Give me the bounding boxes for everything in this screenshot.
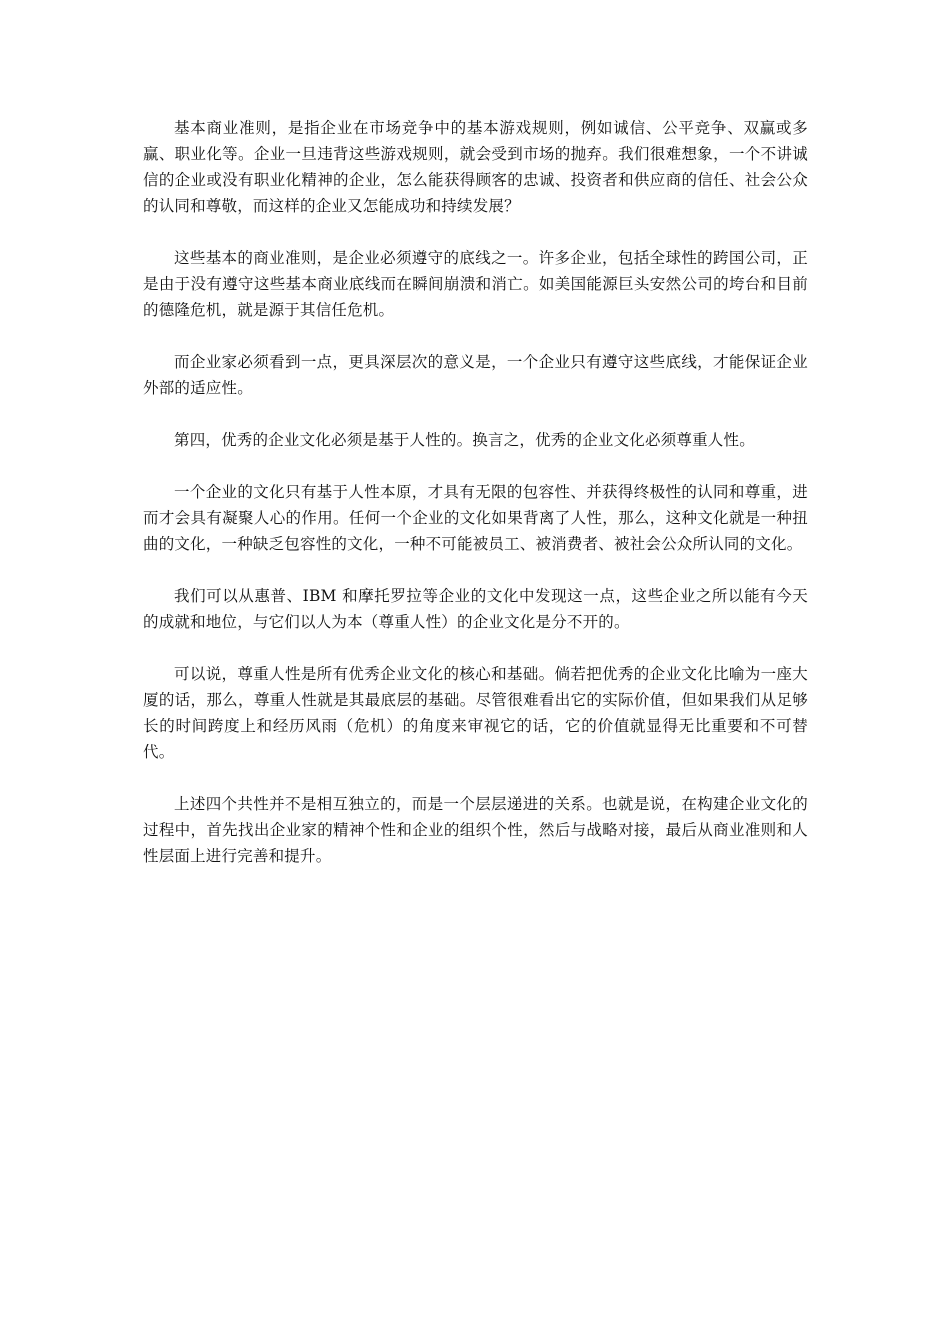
paragraph-6: 我们可以从惠普、IBM 和摩托罗拉等企业的文化中发现这一点，这些企业之所以能有今天的成就和地位，与它们以人为本（尊重人性）的企业文化是分不开的。 xyxy=(143,587,808,631)
paragraph-4: 第四，优秀的企业文化必须是基于人性的。换言之，优秀的企业文化必须尊重人性。 xyxy=(174,431,755,449)
paragraph-2: 这些基本的商业准则，是企业必须遵守的底线之一。许多企业，包括全球性的跨国公司，正是由于没有遵守这些基本商业底线而在瞬间崩溃和消亡。如美国能源巨头安然公司的垮台和目前的德隆危机，就是源于其信任危机。 xyxy=(143,249,808,319)
paragraph-8: 上述四个共性并不是相互独立的，而是一个层层递进的关系。也就是说，在构建企业文化的过程中，首先找出企业家的精神个性和企业的组织个性，然后与战略对接，最后从商业准则和人性层面上进行完善和提升。 xyxy=(143,795,808,865)
paragraph-1: 基本商业准则，是指企业在市场竞争中的基本游戏规则，例如诚信、公平竞争、双赢或多赢、职业化等。企业一旦违背这些游戏规则，就会受到市场的抛弃。我们很难想象，一个不讲诚信的企业或没有职业化精神的企业，怎么能获得顾客的忠诚、投资者和供应商的信任、社会公众的认同和尊敬，而这样的企业又怎能成功和持续发展？ xyxy=(143,119,808,215)
paragraph-7: 可以说，尊重人性是所有优秀企业文化的核心和基础。倘若把优秀的企业文化比喻为一座大厦的话，那么，尊重人性就是其最底层的基础。尽管很难看出它的实际价值，但如果我们从足够长的时间跨度上和经历风雨（危机）的角度来审视它的话，它的价值就显得无比重要和不可替代。 xyxy=(143,665,808,761)
document-body xyxy=(143,115,808,895)
paragraph-5: 一个企业的文化只有基于人性本原，才具有无限的包容性、并获得终极性的认同和尊重，进而才会具有凝聚人心的作用。任何一个企业的文化如果背离了人性，那么，这种文化就是一种扭曲的文化，一种缺乏包容性的文化，一种不可能被员工、被消费者、被社会公众所认同的文化。 xyxy=(143,483,808,553)
paragraph-3: 而企业家必须看到一点，更具深层次的意义是，一个企业只有遵守这些底线，才能保证企业外部的适应性。 xyxy=(143,353,808,397)
